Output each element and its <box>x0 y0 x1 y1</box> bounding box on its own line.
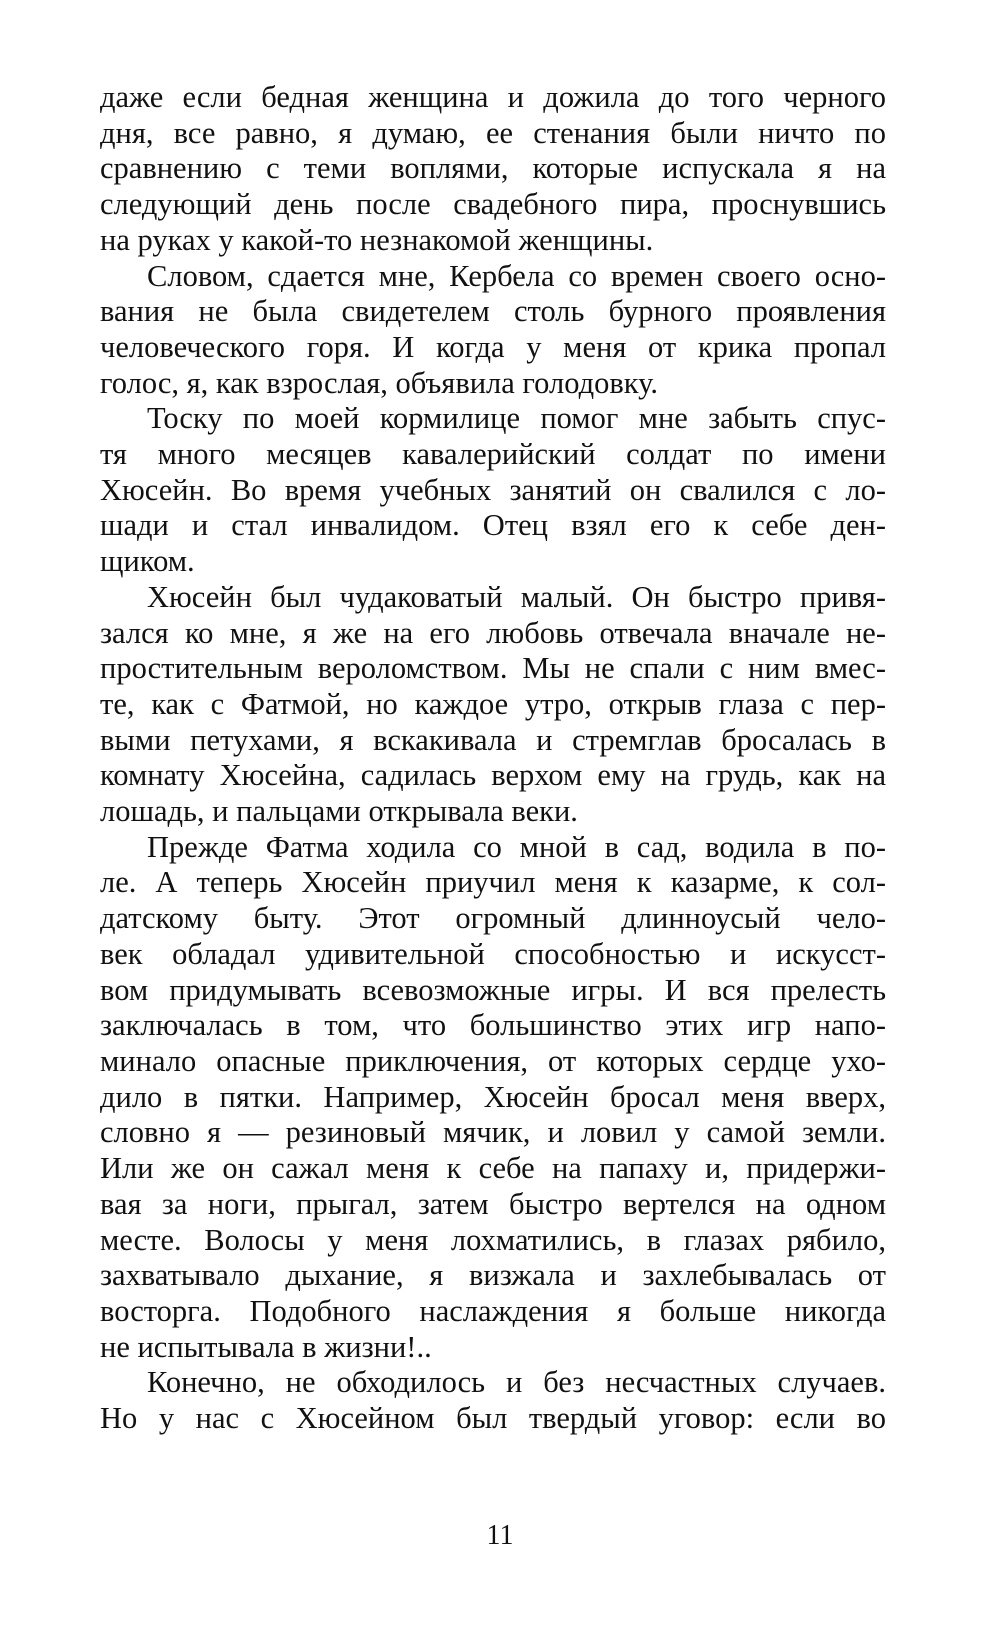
text-line: словно я — резиновый мячик, и ловил у самой земли. <box>100 1115 886 1150</box>
text-line: Конечно, не обходилось и без несчастных случаев. <box>147 1365 886 1400</box>
text-line: даже если бедная женщина и дожила до того черного <box>100 80 886 114</box>
text-line: простительным вероломством. Мы не спали с ним вмес- <box>100 651 886 686</box>
text-line: Но у нас с Хюсейном был твердый уговор: если во <box>100 1401 886 1436</box>
text-line: ле. А теперь Хюсейн приучил меня к казарме, к сол- <box>100 865 886 900</box>
paragraph-6 <box>100 1365 886 1436</box>
text-line: те, как с Фатмой, но каждое утро, открыв глаза с пер- <box>100 686 886 721</box>
text-line: лошадь, и пальцами открывала веки. <box>100 794 578 829</box>
paragraph-2 <box>100 259 886 402</box>
text-line: Или же он сажал меня к себе на папаху и, придержи- <box>100 1151 886 1186</box>
paragraph-4 <box>100 580 886 830</box>
text-line: месте. Волосы у меня лохматились, в глазах рябило, <box>100 1222 886 1257</box>
text-line: век обладал удивительной способностью и искусст- <box>100 936 886 971</box>
text-line: голос, я, как взрослая, объявила голодовку. <box>100 365 658 400</box>
text-line: человеческого горя. И когда у меня от крика пропал <box>100 329 886 364</box>
text-line: Словом, сдается мне, Кербела со времен своего осно- <box>147 258 886 293</box>
text-line: Хюсейн. Во время учебных занятий он свалился с ло- <box>100 472 886 507</box>
text-line: сравнению с теми воплями, которые испускала я на <box>100 151 886 186</box>
text-line: комнату Хюсейна, садилась верхом ему на грудь, как на <box>100 758 886 793</box>
text-line: вания не была свидетелем столь бурного проявления <box>100 294 886 329</box>
text-line: на руках у какой-то незнакомой женщины. <box>100 222 654 257</box>
paragraph-1 <box>100 80 886 259</box>
page-body-text <box>100 80 886 1437</box>
paragraph-3 <box>100 401 886 580</box>
text-line: вом придумывать всевозможные игры. И вся прелесть <box>100 972 886 1007</box>
text-line: захватывало дыхание, я визжала и захлебывалась от <box>100 1258 886 1293</box>
text-line: Хюсейн был чудаковатый малый. Он быстро привя- <box>147 579 886 614</box>
text-line: не испытывала в жизни!.. <box>100 1329 432 1364</box>
text-line: датскому быту. Этот огромный длинноусый чело- <box>100 901 886 936</box>
text-line: выми петухами, я вскакивала и стремглав бросалась в <box>100 722 886 757</box>
page-number: 11 <box>486 1520 514 1551</box>
text-line: восторга. Подобного наслаждения я больше никогда <box>100 1293 886 1328</box>
text-line: зался ко мне, я же на его любовь отвечала вначале не- <box>100 615 886 650</box>
text-line: дило в пятки. Например, Хюсейн бросал меня вверх, <box>100 1079 886 1114</box>
text-line: минало опасные приключения, от которых сердце ухо- <box>100 1043 886 1078</box>
text-line: щиком. <box>100 544 195 579</box>
text-line: тя много месяцев кавалерийский солдат по имени <box>100 437 886 472</box>
text-line: вая за ноги, прыгал, затем быстро вертелся на одном <box>100 1186 886 1221</box>
text-line: заключалась в том, что большинство этих игр напо- <box>100 1008 886 1043</box>
text-line: Тоску по моей кормилице помог мне забыть спус- <box>147 401 886 436</box>
text-line: следующий день после свадебного пира, проснувшись <box>100 187 886 222</box>
paragraph-5 <box>100 830 886 1366</box>
text-line: дня, все равно, я думаю, ее стенания были ничто по <box>100 115 886 150</box>
text-line: шади и стал инвалидом. Отец взял его к себе ден- <box>100 508 886 543</box>
text-line: Прежде Фатма ходила со мной в сад, водила в по- <box>147 829 886 864</box>
